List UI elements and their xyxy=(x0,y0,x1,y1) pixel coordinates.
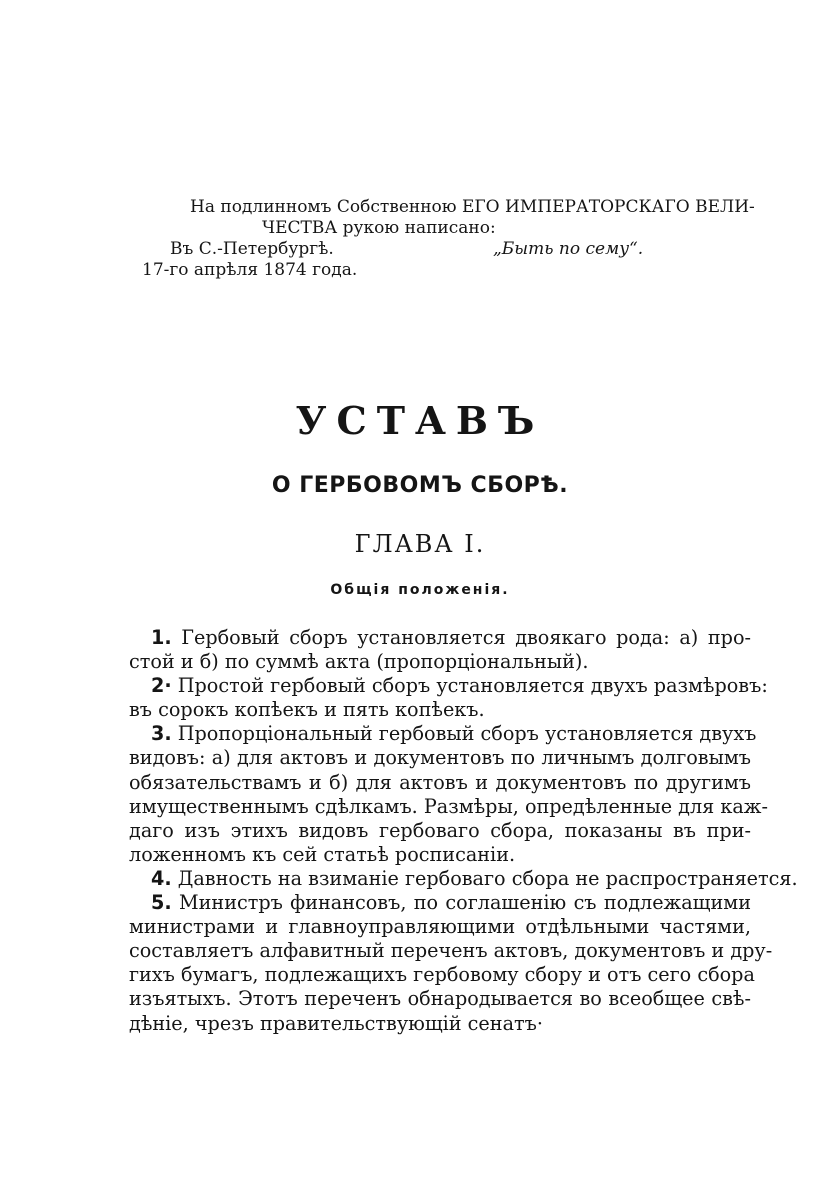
article-number: 4. xyxy=(151,866,172,890)
approval-line-2: ЧЕСТВА рукою написано: xyxy=(262,218,496,238)
article-text: видовъ: а) для актовъ и документовъ по личнымъ долговымъ xyxy=(129,746,751,770)
article-line xyxy=(129,866,798,891)
articles-body xyxy=(129,626,798,1036)
article-text: стой и б) по суммѣ акта (пропорціональный). xyxy=(129,650,589,674)
article-line xyxy=(129,650,751,674)
article-line xyxy=(129,698,751,722)
article-line xyxy=(129,891,751,915)
article-text: имущественнымъ сдѣлкамъ. Размѣры, опредѣленные для каж- xyxy=(129,794,768,818)
article-line xyxy=(129,987,751,1011)
section-heading: Общія положенія. xyxy=(330,582,510,598)
article-text: обязательствамъ и б) для актовъ и документовъ по другимъ xyxy=(129,770,751,794)
article-line xyxy=(129,819,751,843)
approval-date: 17-го апрѣля 1874 года. xyxy=(142,260,358,280)
article-text: въ сорокъ копѣекъ и пять копѣекъ. xyxy=(129,698,485,722)
article-1 xyxy=(129,626,751,674)
article-text: гихъ бумагъ, подлежащихъ гербовому сбору и отъ сего сбора xyxy=(129,963,755,987)
article-number: 2· xyxy=(151,674,172,698)
article-5 xyxy=(129,891,773,1036)
article-text: даго изъ этихъ видовъ гербоваго сбора, показаны въ при- xyxy=(129,818,751,842)
article-number: 3. xyxy=(151,722,172,746)
article-line xyxy=(129,771,751,795)
article-line xyxy=(129,939,773,963)
approval-resolution: „Быть по сему“. xyxy=(493,239,644,259)
article-text: изъятыхъ. Этотъ переченъ обнародывается во всеобщее свѣ- xyxy=(129,987,751,1011)
chapter-heading: ГЛАВА I. xyxy=(354,530,486,558)
article-text: Давность на взиманіе гербоваго сбора не распространяется. xyxy=(177,866,798,890)
article-number: 5. xyxy=(151,891,172,915)
article-text: министрами и главноуправляющими отдѣльными частями, xyxy=(129,915,751,939)
document-title: УСТАВЪ xyxy=(295,398,545,443)
article-text: Пропорціональный гербовый сборъ установляется двухъ xyxy=(177,722,757,746)
article-text: Простой гербовый сборъ установляется двухъ размѣровъ: xyxy=(177,674,768,698)
article-4 xyxy=(129,866,798,891)
article-2 xyxy=(129,674,768,722)
article-line xyxy=(129,674,768,698)
approval-place: Въ С.-Петербургѣ. xyxy=(170,239,334,259)
document-subtitle: О ГЕРБОВОМЪ СБОРѢ. xyxy=(271,473,569,498)
article-text: Министръ финансовъ, по соглашенію съ подлежащими xyxy=(178,891,751,915)
article-text: составляетъ алфавитный переченъ актовъ, документовъ и дру- xyxy=(129,939,773,963)
approval-line-1: На подлинномъ Собственною ЕГО ИМПЕРАТОРСКАГО ВЕЛИ- xyxy=(190,197,755,217)
article-text: дѣніе, чрезъ правительствующій сенатъ· xyxy=(129,1011,543,1035)
article-line xyxy=(129,843,751,867)
article-line xyxy=(129,963,755,987)
article-line xyxy=(129,626,751,650)
article-number: 1. xyxy=(151,626,172,649)
article-line xyxy=(129,722,757,746)
article-line xyxy=(129,746,751,770)
article-line xyxy=(129,915,751,939)
article-text: ложенномъ къ сей статьѣ росписаніи. xyxy=(129,842,516,866)
article-3 xyxy=(129,722,768,867)
article-text: Гербовый сборъ установляется двоякаго рода: а) про- xyxy=(181,626,751,649)
article-line xyxy=(129,1012,751,1036)
article-line xyxy=(129,794,768,819)
